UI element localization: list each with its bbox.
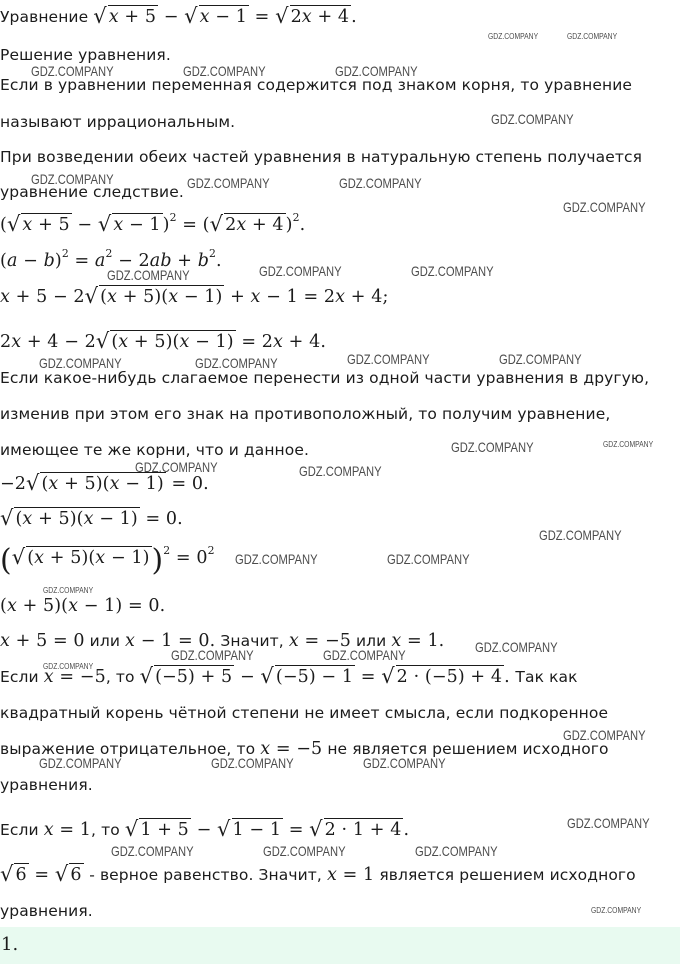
watermark-text: GDZ.COMPANY [567,31,618,41]
step-root-zero: √ (x + 5)(x − 1) = 0. [0,506,183,530]
watermark-text: GDZ.COMPANY [339,175,422,191]
or-word-2: или [355,632,387,650]
watermark-text: GDZ.COMPANY [107,267,190,283]
watermark-text: GDZ.COMPANY [43,661,94,671]
watermark-text: GDZ.COMPANY [563,199,646,215]
candidate-roots: x + 5 = 0 или x − 1 = 0. Значит, x = −5 или x = 1. [0,631,445,651]
answer-value: 1. [1,934,19,955]
rule-transfer-3: имеющее те же корни, что и данное. [0,441,310,459]
watermark-text: GDZ.COMPANY [411,263,494,279]
if-word: Если [0,668,39,686]
watermark-text: GDZ.COMPANY [539,527,622,543]
square-formula: $(a - b)^2 = a^2 - 2ab + b^2$. [0,246,222,271]
watermark-text: GDZ.COMPANY [171,647,254,663]
watermark-text: GDZ.COMPANY [567,815,650,831]
watermark-text: GDZ.COMPANY [499,351,582,367]
watermark-text: GDZ.COMPANY [451,439,534,455]
solution-heading: Решение уравнения. [0,46,171,64]
rule-power-2: уравнение следствие. [0,183,184,201]
watermark-text: GDZ.COMPANY [235,551,318,567]
watermark-text: GDZ.COMPANY [39,755,122,771]
rule-power-1: При возведении обеих частей уравнения в натуральную степень получается [0,148,643,166]
equation-word: Уравнение [0,8,89,26]
watermark-text: GDZ.COMPANY [491,111,574,127]
watermark-text: GDZ.COMPANY [43,585,94,595]
watermark-text: GDZ.COMPANY [183,63,266,79]
watermark-text: GDZ.COMPANY [323,647,406,663]
watermark-text: GDZ.COMPANY [187,175,270,191]
given-equation: √ x + 5 − √ x − 1 = √ 2x + 4 . [93,4,357,28]
watermark-text: GDZ.COMPANY [335,63,418,79]
rule-irrational-2: называют иррациональным. [0,113,236,131]
reason-line-2: выражение отрицательное, то x = −5 не является решением исходного [0,739,609,759]
watermark-text: GDZ.COMPANY [475,639,558,655]
then-word: то [115,668,135,686]
watermark-text: GDZ.COMPANY [31,171,114,187]
watermark-text: GDZ.COMPANY [563,727,646,743]
equation-statement [0,5,357,28]
watermark-text: GDZ.COMPANY [39,355,122,371]
watermark-text: GDZ.COMPANY [263,843,346,859]
check-one: Если x = 1, то √ 1 + 5 − √ 1 − 1 = √ 2 · 1 + 4 . [0,817,410,841]
step-minus-two-root: −2√ (x + 5)(x − 1) = 0. [0,471,209,495]
watermark-text: GDZ.COMPANY [195,355,278,371]
step-product-zero: (x + 5)(x − 1) = 0. [0,596,166,616]
or-word: или [89,632,121,650]
simplified-equation: 2x + 4 − 2√ (x + 5)(x − 1) = 2x + 4. [0,329,326,353]
watermark-text: GDZ.COMPANY [135,459,218,475]
watermark-text: GDZ.COMPANY [31,63,114,79]
rule-irrational-1: Если в уравнении переменная содержится под знаком корня, то уравнение [0,76,633,94]
watermark-text: GDZ.COMPANY [387,551,470,567]
watermark-text: GDZ.COMPANY [347,351,430,367]
final-line: уравнения. [0,902,93,920]
squared-equation: (√ x + 5 − √ x − 1 )$^2$ = (√ 2x + 4 )$^2$. [0,210,306,236]
watermark-text: GDZ.COMPANY [111,843,194,859]
reason-line-3: уравнения. [0,776,93,794]
watermark-text: GDZ.COMPANY [363,755,446,771]
reason-line-1: квадратный корень чётной степени не имеет смысла, если подкоренное [0,704,609,722]
true-equality: √ 6 = √ 6 - верное равенство. Значит, x = 1 является решением исходного [0,862,636,886]
answer-box [0,927,680,964]
watermark-text: GDZ.COMPANY [488,31,539,41]
rule-transfer-1: Если какое-нибудь слагаемое перенести из одной части уравнения в другую, [0,369,650,387]
since-word: Так как [515,668,578,686]
watermark-text: GDZ.COMPANY [603,439,654,449]
hence-word: Значит, [220,632,284,650]
watermark-text: GDZ.COMPANY [299,463,382,479]
check-minus-five: Если x = −5, то √ (−5) + 5 − √ (−5) − 1 = √ 2 · (−5) + 4 . Так как [0,664,578,688]
expanded-equation: x + 5 − 2√ (x + 5)(x − 1) + x − 1 = 2x + 4; [0,284,389,308]
watermark-text: GDZ.COMPANY [259,263,342,279]
rule-transfer-2: изменив при этом его знак на противоположный, то получим уравнение, [0,405,611,423]
watermark-text: GDZ.COMPANY [591,905,642,915]
watermark-text: GDZ.COMPANY [211,755,294,771]
step-square-root-zero: (√ $(x + 5)(x - 1))^2 = 0^2$ [0,543,215,578]
watermark-text: GDZ.COMPANY [415,843,498,859]
